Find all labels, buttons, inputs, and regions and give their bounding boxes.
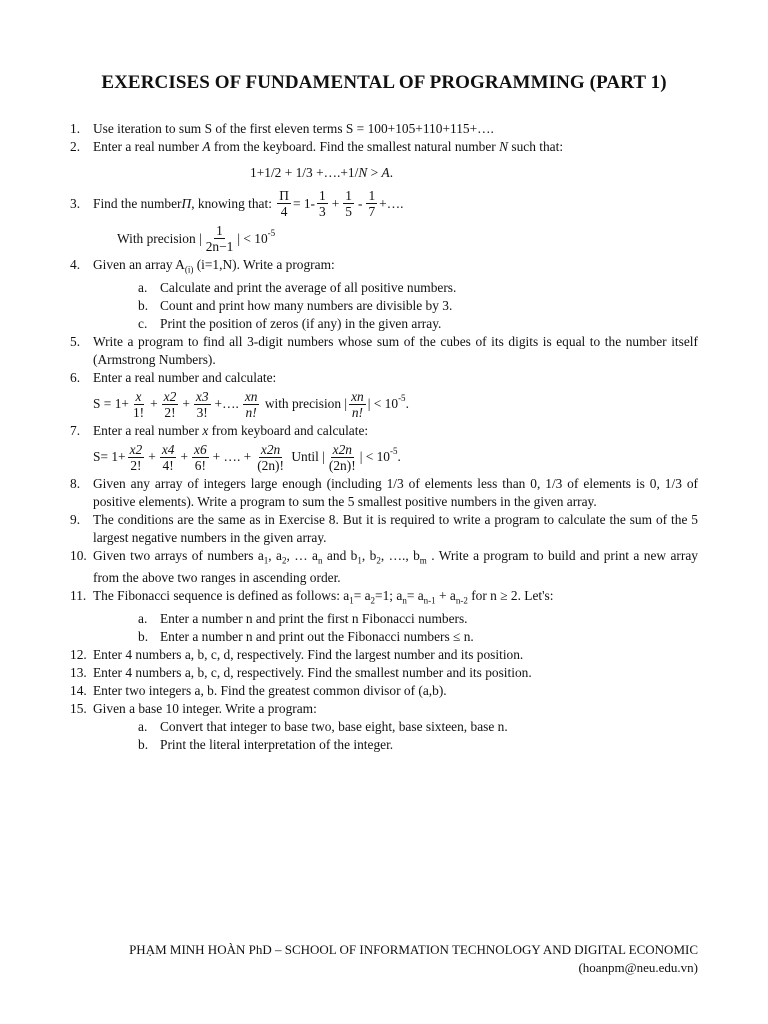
page-title: EXERCISES OF FUNDAMENTAL OF PROGRAMMING (PART 1) [101,72,667,93]
exercise-12 [70,646,698,664]
subitem-11b: b. Enter a number n and print out the Fibonacci numbers ≤ n. [138,629,474,645]
item-text: The conditions are the same as in Exercise 8. But it is required to write a program to calculate the sum of the 5 largest negative numbers in the given array. [93,511,698,545]
exercise-10 [70,547,698,588]
formula-pi-over-4: $\frac{\Pi}{4}$ [279,188,289,219]
exercise-4 [70,256,698,279]
item-number: 15. [70,701,87,717]
item-text: Enter 4 numbers a, b, c, d, respectively. Find the smallest number and its position. [93,665,532,681]
exercise-5 [70,333,698,369]
item-text: Enter two integers a, b. Find the greatest common divisor of (a,b). [93,683,447,699]
exercise-15 [70,700,698,718]
item-text: Enter 4 numbers a, b, c, d, respectively. Find the largest number and its position. [93,647,524,663]
formula-harmonic: 1+1/2 + 1/3 +….+1/N > A. [250,165,394,180]
formula-series-7: S= 1+ $\frac{x2}{2!}$ + $\frac{x4}{4!}$ + $\frac{x6}{6!}$ + …. + $\frac{x2n}{(2n)!}$ Until | $\frac{x2n}{(2n)!}$ | < 10 $^{-5}$ . [93,441,401,473]
item-text: Write a program to find all 3-digit numbers whose sum of the cubes of its digits is equal to the number itself (Armstrong Numbers). [93,333,698,367]
item-number: 10. [70,547,87,563]
item-text: Enter a real number A from the keyboard. Find the smallest natural number N such that: [93,139,564,154]
item-number: 5. [70,333,81,349]
item-number: 13. [70,665,87,681]
exercise-1 [70,120,698,138]
exercise-list [70,120,698,754]
item-text: Given an array $A_{(i)}$ (i=1,N). Write a program: [93,257,335,275]
item-text: Enter a real number x from keyboard and calculate: [93,422,369,438]
author-line: PHẠM MINH HOÀN PhD – SCHOOL OF INFORMATION TECHNOLOGY AND DIGITAL ECONOMIC [129,942,698,957]
item-text: Given a base 10 integer. Write a program: [93,701,317,717]
exercise-9 [70,511,698,547]
item-number: 3. [70,195,81,211]
exercise-7 [70,422,698,440]
subitem-15a: a. Convert that integer to base two, base eight, base sixteen, base n. [138,719,508,735]
item-number: 2. [70,139,81,154]
exercise-8 [70,475,698,511]
item-number: 7. [70,422,81,438]
item-number: 9. [70,511,81,527]
item-number: 6. [70,369,81,385]
exercise-2 [70,138,698,156]
subitem-4a: a. Calculate and print the average of all positive numbers. [138,279,457,295]
item-number: 8. [70,475,81,491]
item-number: 1. [70,121,81,136]
item-number: 14. [70,683,87,699]
subitem-11a: a. Enter a number n and print the first n Fibonacci numbers. [138,611,468,627]
formula-series-6: S = 1+ $\frac{x}{1!}$ + $\frac{x2}{2!}$ + $\frac{x3}{3!}$ +…. $\frac{xn}{n!}$ with precision | $\frac{xn}{n!}$ | < 10 $^{-5}$ . [93,388,409,420]
item-number: 11. [70,588,87,604]
item-number: 12. [70,647,87,663]
subitem-15b: b. Print the literal interpretation of the integer. [138,737,394,753]
item-text: Find the number Π , knowing that: $\frac{\Pi}{4}$ = 1- $\frac{1}{3}$ + $\frac{1}{5}$ - $\frac{1}{7}$ +…. [93,188,404,219]
exercise-6 [70,369,698,387]
item-text: Given two arrays of numbers $a_1$, $a_2$, … $a_n$ and $b_1$, $b_2$, …., $b_m$ . Write a program to build and print a new array from the above two ranges in ascending order. [93,547,698,586]
item-number: 4. [70,257,81,272]
exercise-3 [70,188,698,219]
subitem-4c: c. Print the position of zeros (if any) in the given array. [138,315,442,331]
item-text: The Fibonacci sequence is defined as follows: $a_1= a_2=1$; $a_n= a_{n-1} + a_{n-2}$ for n ≥ 2. Let's: [93,588,554,607]
exercise-14 [70,682,698,700]
author-email: (hoanpm@neu.edu.vn) [578,960,698,975]
subitem-4b: b. Count and print how many numbers are divisible by 3. [138,297,453,313]
item-text: Use iteration to sum S of the first eleven terms S = 100+105+110+115+…. [93,121,494,136]
exercise-13 [70,664,698,682]
item-text: Enter a real number and calculate: [93,369,277,385]
exercise-11 [70,587,698,610]
precision-line: With precision | $\frac{1}{2n-1}$ | < 10 $^{-5}$ [117,223,276,254]
page-footer [129,941,698,977]
item-text: Given any array of integers large enough (including 1/3 of elements less than 0, 1/3 of elements is 0, 1/3 of positive elements). Write a program to sum the 5 smallest positive numbers in the given array. [93,475,698,509]
